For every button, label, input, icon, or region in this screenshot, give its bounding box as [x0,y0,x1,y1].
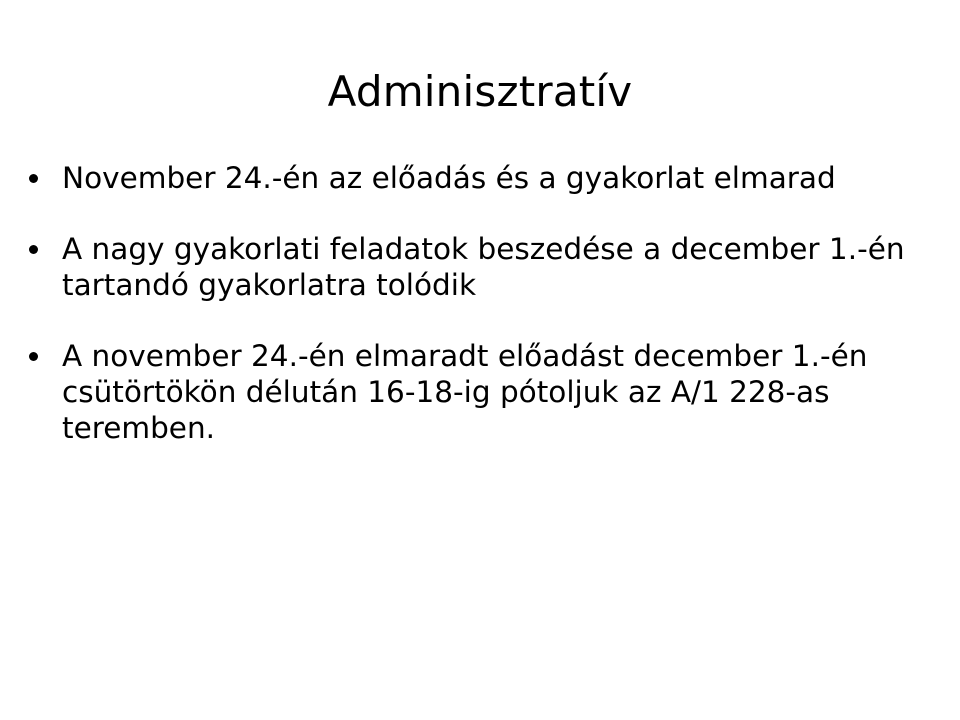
bullet-text: November 24.-én az előadás és a gyakorlat elmarad [62,161,836,195]
bullet-text: A november 24.-én elmaradt előadást december 1.-én csütörtökön délután 16-18-ig pótoljuk az A/1 228-as teremben. [62,339,868,445]
bullet-list [26,160,926,481]
list-item [26,231,926,303]
bullet-icon [29,352,38,361]
bullet-icon [29,245,38,254]
bullet-text: A nagy gyakorlati feladatok beszedése a december 1.-én tartandó gyakorlatra tolódik [62,232,905,302]
bullet-icon [29,174,38,183]
list-item [26,338,926,446]
list-item [26,160,926,196]
slide-title: Adminisztratív [327,67,633,116]
